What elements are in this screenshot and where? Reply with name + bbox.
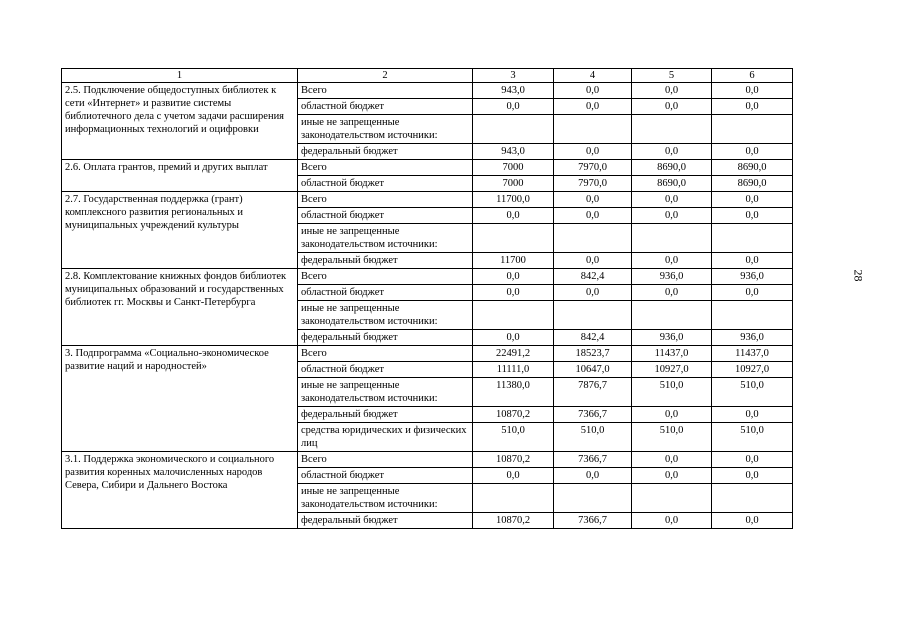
value-cell: 0,0: [712, 452, 793, 468]
value-cell: 22491,2: [473, 346, 554, 362]
value-cell: 7366,7: [554, 407, 632, 423]
funding-source: Всего: [298, 269, 473, 285]
value-cell: 10870,2: [473, 513, 554, 529]
program-item-label: 2.7. Государственная поддержка (грант) комплексного развития региональных и муниципальных учреждений культуры: [62, 192, 298, 269]
value-cell: [712, 301, 793, 330]
funding-source: областной бюджет: [298, 468, 473, 484]
value-cell: 0,0: [473, 330, 554, 346]
value-cell: 7000: [473, 160, 554, 176]
value-cell: 0,0: [473, 269, 554, 285]
value-cell: 8690,0: [712, 160, 793, 176]
header-cell: 5: [632, 69, 712, 83]
value-cell: 11380,0: [473, 378, 554, 407]
funding-source: областной бюджет: [298, 362, 473, 378]
value-cell: 510,0: [712, 423, 793, 452]
value-cell: 0,0: [712, 99, 793, 115]
value-cell: [712, 115, 793, 144]
value-cell: 8690,0: [632, 176, 712, 192]
value-cell: 0,0: [712, 253, 793, 269]
value-cell: 0,0: [554, 83, 632, 99]
funding-source: областной бюджет: [298, 285, 473, 301]
funding-source: Всего: [298, 452, 473, 468]
value-cell: [632, 484, 712, 513]
value-cell: 0,0: [632, 513, 712, 529]
value-cell: 842,4: [554, 330, 632, 346]
value-cell: 10870,2: [473, 407, 554, 423]
value-cell: 0,0: [632, 285, 712, 301]
value-cell: 0,0: [712, 192, 793, 208]
value-cell: 7876,7: [554, 378, 632, 407]
value-cell: 510,0: [632, 423, 712, 452]
program-item-label: 3.1. Поддержка экономического и социального развития коренных малочисленных народов Севера, Сибири и Дальнего Востока: [62, 452, 298, 529]
table-row: [62, 346, 793, 362]
value-cell: [473, 301, 554, 330]
table-row: [62, 269, 793, 285]
funding-source: Всего: [298, 346, 473, 362]
funding-source: федеральный бюджет: [298, 330, 473, 346]
value-cell: 7366,7: [554, 452, 632, 468]
value-cell: 7970,0: [554, 176, 632, 192]
value-cell: 0,0: [632, 99, 712, 115]
value-cell: 0,0: [554, 253, 632, 269]
value-cell: 0,0: [712, 285, 793, 301]
page-number: 28: [851, 269, 866, 282]
value-cell: [554, 484, 632, 513]
value-cell: [554, 115, 632, 144]
value-cell: 0,0: [712, 407, 793, 423]
value-cell: 510,0: [632, 378, 712, 407]
value-cell: 0,0: [712, 208, 793, 224]
funding-source: Всего: [298, 83, 473, 99]
value-cell: 0,0: [554, 208, 632, 224]
value-cell: 510,0: [473, 423, 554, 452]
value-cell: 943,0: [473, 83, 554, 99]
value-cell: 0,0: [632, 253, 712, 269]
value-cell: 10927,0: [712, 362, 793, 378]
funding-source: Всего: [298, 160, 473, 176]
table-row: [62, 192, 793, 208]
funding-source: иные не запрещенные законодательством источники:: [298, 301, 473, 330]
value-cell: [712, 224, 793, 253]
funding-source: областной бюджет: [298, 176, 473, 192]
value-cell: 842,4: [554, 269, 632, 285]
table-row: [62, 83, 793, 99]
program-item-label: 3. Подпрограмма «Социально-экономическое развитие наций и народностей»: [62, 346, 298, 452]
program-item-label: 2.8. Комплектование книжных фондов библиотек муниципальных образований и государственных библиотек гг. Москвы и Санкт-Петербурга: [62, 269, 298, 346]
value-cell: 7000: [473, 176, 554, 192]
header-cell: 3: [473, 69, 554, 83]
value-cell: [554, 301, 632, 330]
value-cell: 943,0: [473, 144, 554, 160]
value-cell: 0,0: [554, 144, 632, 160]
value-cell: 11700,0: [473, 192, 554, 208]
funding-source: Всего: [298, 192, 473, 208]
value-cell: 510,0: [554, 423, 632, 452]
funding-source: иные не запрещенные законодательством источники:: [298, 484, 473, 513]
value-cell: [473, 484, 554, 513]
funding-source: иные не запрещенные законодательством источники:: [298, 378, 473, 407]
value-cell: 0,0: [473, 468, 554, 484]
header-cell: 2: [298, 69, 473, 83]
header-cell: 6: [712, 69, 793, 83]
value-cell: 0,0: [473, 285, 554, 301]
value-cell: 0,0: [712, 513, 793, 529]
header-cell: 1: [62, 69, 298, 83]
value-cell: 936,0: [712, 330, 793, 346]
value-cell: 0,0: [632, 452, 712, 468]
value-cell: 936,0: [712, 269, 793, 285]
value-cell: 0,0: [554, 468, 632, 484]
table-body: [62, 83, 793, 529]
value-cell: [554, 224, 632, 253]
value-cell: 510,0: [712, 378, 793, 407]
value-cell: 11111,0: [473, 362, 554, 378]
funding-source: областной бюджет: [298, 99, 473, 115]
value-cell: 936,0: [632, 330, 712, 346]
value-cell: [632, 301, 712, 330]
value-cell: 7970,0: [554, 160, 632, 176]
funding-source: средства юридических и физических лиц: [298, 423, 473, 452]
value-cell: 10927,0: [632, 362, 712, 378]
value-cell: 11437,0: [632, 346, 712, 362]
value-cell: 8690,0: [632, 160, 712, 176]
funding-source: областной бюджет: [298, 208, 473, 224]
value-cell: 0,0: [712, 468, 793, 484]
value-cell: 10870,2: [473, 452, 554, 468]
value-cell: 0,0: [712, 83, 793, 99]
value-cell: 11437,0: [712, 346, 793, 362]
funding-source: федеральный бюджет: [298, 253, 473, 269]
value-cell: 0,0: [473, 208, 554, 224]
value-cell: 0,0: [473, 99, 554, 115]
program-item-label: 2.5. Подключение общедоступных библиотек к сети «Интернет» и развитие системы библиотечного дела с учетом задачи расширения информационных технологий и оцифровки: [62, 83, 298, 160]
value-cell: 11700: [473, 253, 554, 269]
value-cell: 0,0: [554, 192, 632, 208]
value-cell: 0,0: [712, 144, 793, 160]
funding-source: иные не запрещенные законодательством источники:: [298, 115, 473, 144]
value-cell: 0,0: [554, 99, 632, 115]
value-cell: [632, 115, 712, 144]
value-cell: 18523,7: [554, 346, 632, 362]
budget-table: [61, 68, 793, 529]
funding-source: федеральный бюджет: [298, 144, 473, 160]
value-cell: [712, 484, 793, 513]
value-cell: [473, 224, 554, 253]
funding-source: иные не запрещенные законодательством источники:: [298, 224, 473, 253]
value-cell: 0,0: [632, 407, 712, 423]
table-row: [62, 452, 793, 468]
value-cell: 7366,7: [554, 513, 632, 529]
value-cell: [632, 224, 712, 253]
funding-source: федеральный бюджет: [298, 513, 473, 529]
header-row: [62, 69, 793, 83]
value-cell: 0,0: [632, 83, 712, 99]
value-cell: 0,0: [554, 285, 632, 301]
value-cell: 0,0: [632, 192, 712, 208]
value-cell: 0,0: [632, 144, 712, 160]
header-cell: 4: [554, 69, 632, 83]
table-row: [62, 160, 793, 176]
value-cell: [473, 115, 554, 144]
funding-source: федеральный бюджет: [298, 407, 473, 423]
value-cell: 0,0: [632, 208, 712, 224]
program-item-label: 2.6. Оплата грантов, премий и других выплат: [62, 160, 298, 192]
value-cell: 936,0: [632, 269, 712, 285]
value-cell: 10647,0: [554, 362, 632, 378]
value-cell: 0,0: [632, 468, 712, 484]
value-cell: 8690,0: [712, 176, 793, 192]
